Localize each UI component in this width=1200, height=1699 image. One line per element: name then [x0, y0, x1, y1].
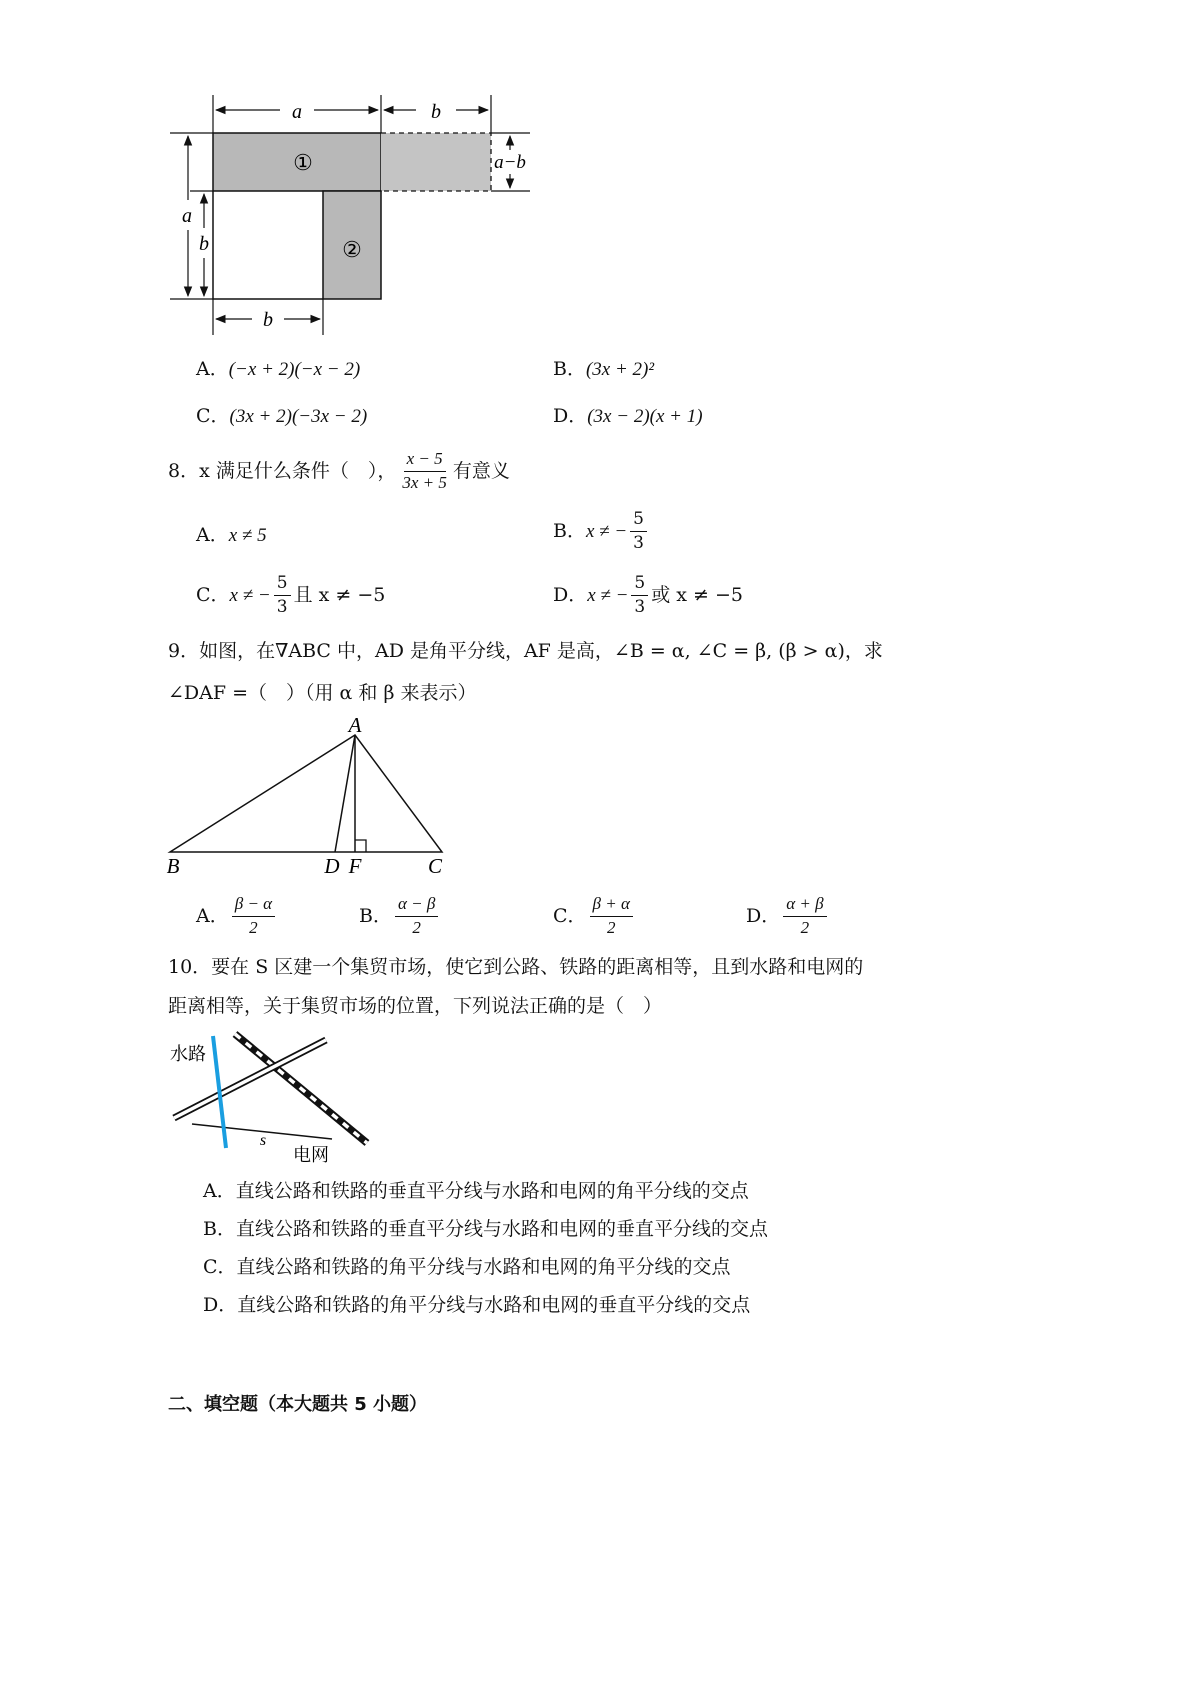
label-a-minus-b: a−b: [494, 152, 526, 173]
option-letter: B．: [203, 1218, 236, 1240]
option-letter: D．: [553, 405, 588, 427]
fraction: [783, 895, 826, 937]
vertex-d: D: [324, 854, 340, 878]
fraction-denominator: 2: [412, 917, 421, 937]
region-s-label: s: [259, 1132, 267, 1149]
q7-option-c[interactable]: [196, 407, 367, 426]
region-1-label: ①: [293, 150, 313, 175]
option-text: 直线公路和铁路的角平分线与水路和电网的垂直平分线的交点: [237, 1294, 751, 1316]
option-expression-tail: 且 x ≠ −5: [293, 583, 386, 606]
option-expression: x ≠ 5: [228, 525, 267, 546]
option-expression: x ≠ −: [585, 520, 628, 542]
fraction-numerator: β + α: [590, 895, 633, 917]
question-9-line-1: 9．如图，在∇ABC 中，AD 是角平分线，AF 是高，∠B = α, ∠C = β, (β > α)，求: [168, 640, 883, 662]
option-text: 直线公路和铁路的角平分线与水路和电网的角平分线的交点: [236, 1256, 731, 1278]
q8-option-d[interactable]: [553, 574, 743, 616]
option-letter: A．: [196, 524, 229, 546]
fraction-denominator: 2: [606, 917, 616, 937]
option-expression-tail: 或 x ≠ −5: [651, 583, 744, 606]
right-angle-mark: [355, 840, 366, 852]
region-extension-shaded: [381, 133, 491, 191]
fraction-denominator: 3: [634, 596, 646, 617]
question-10-line-2: 距离相等，关于集贸市场的位置，下列说法正确的是（ ）: [168, 995, 663, 1017]
q10-option-b[interactable]: [203, 1220, 768, 1239]
option-letter: C．: [196, 405, 230, 427]
label-b-top: b: [431, 101, 441, 123]
section-heading-fill-in: 二、填空题（本大题共 5 小题）: [168, 1394, 428, 1415]
q9-option-b[interactable]: [359, 895, 441, 937]
fraction-numerator: α + β: [783, 895, 826, 917]
fraction: [590, 895, 633, 937]
fraction-denominator: 2: [800, 917, 810, 937]
option-letter: C．: [553, 904, 587, 927]
fraction-denominator: 3x + 5: [402, 472, 447, 492]
fraction: [232, 895, 275, 937]
question-9-line-2: ∠DAF =（ ）（用 α 和 β 来表示）: [168, 682, 477, 704]
option-letter: B．: [553, 358, 586, 380]
option-expression: (3x + 2)(−3x − 2): [229, 406, 368, 427]
option-letter: C．: [203, 1256, 237, 1278]
q9-option-d[interactable]: [746, 895, 830, 937]
fraction: [274, 574, 291, 616]
q7-option-b[interactable]: [553, 360, 654, 379]
figure-q9-triangle: [160, 715, 460, 885]
fraction: [395, 895, 438, 937]
angle-bisector-ad: [335, 735, 355, 852]
label-a-top: a: [292, 101, 302, 123]
option-letter: B．: [359, 904, 392, 927]
fraction-numerator: 5: [274, 574, 291, 596]
q8-option-c[interactable]: [196, 574, 385, 616]
q10-option-d[interactable]: [203, 1296, 750, 1315]
fraction-numerator: 5: [631, 574, 648, 596]
waterway-label: 水路: [170, 1044, 206, 1065]
option-text: 直线公路和铁路的垂直平分线与水路和电网的垂直平分线的交点: [235, 1218, 768, 1240]
option-letter: D．: [553, 583, 588, 606]
q7-option-d[interactable]: [553, 407, 703, 426]
fraction: [631, 574, 648, 616]
question-number: 8．: [168, 459, 200, 482]
fraction: [399, 450, 450, 492]
option-letter: D．: [203, 1294, 238, 1316]
option-letter: A．: [203, 1180, 236, 1202]
label-b-bottom: b: [263, 309, 273, 331]
region-2-label: ②: [342, 237, 362, 262]
question-8-stem: [168, 450, 510, 492]
option-letter: B．: [553, 519, 586, 542]
option-text: 直线公路和铁路的垂直平分线与水路和电网的角平分线的交点: [235, 1180, 749, 1202]
figure-q7-rectangles: [160, 90, 560, 360]
option-expression: (−x + 2)(−x − 2): [228, 359, 361, 380]
q9-option-a[interactable]: [196, 895, 278, 937]
option-letter: A．: [196, 904, 229, 927]
fraction-numerator: 5: [630, 510, 647, 532]
fraction-denominator: 3: [276, 596, 288, 617]
vertex-b: B: [166, 854, 180, 878]
option-expression: x ≠ −: [587, 584, 629, 606]
triangle-abc: [170, 735, 442, 852]
label-a-left: a: [182, 205, 192, 227]
option-expression: (3x + 2)²: [585, 359, 655, 380]
option-letter: A．: [196, 358, 229, 380]
q9-option-c[interactable]: [553, 895, 636, 937]
option-expression: x ≠ −: [229, 584, 271, 606]
question-text: x 满足什么条件（ ），: [199, 459, 397, 482]
question-text-end: 有意义: [452, 459, 510, 482]
option-expression: (3x − 2)(x + 1): [587, 406, 703, 427]
fraction-denominator: 3: [633, 532, 644, 553]
vertex-f: F: [348, 854, 362, 878]
q10-option-c[interactable]: [203, 1258, 731, 1277]
q8-option-a[interactable]: [196, 526, 267, 545]
fraction-numerator: α − β: [395, 895, 438, 917]
q7-option-a[interactable]: [196, 360, 360, 379]
label-b-left: b: [199, 233, 209, 255]
fraction-numerator: β − α: [232, 895, 275, 917]
option-letter: D．: [746, 904, 781, 927]
q10-option-a[interactable]: [203, 1182, 749, 1201]
figure-q10-map: [160, 1028, 390, 1168]
question-10-line-1: 10．要在 S 区建一个集贸市场，使它到公路、铁路的距离相等，且到水路和电网的: [168, 956, 864, 978]
fraction-denominator: 2: [249, 917, 258, 937]
option-letter: C．: [196, 583, 230, 606]
fraction-numerator: x − 5: [404, 450, 446, 472]
vertex-a: A: [348, 715, 362, 737]
grid-label: 电网: [293, 1145, 329, 1166]
vertex-c: C: [427, 854, 443, 878]
fraction: [630, 510, 647, 552]
q8-option-b[interactable]: [553, 510, 650, 552]
